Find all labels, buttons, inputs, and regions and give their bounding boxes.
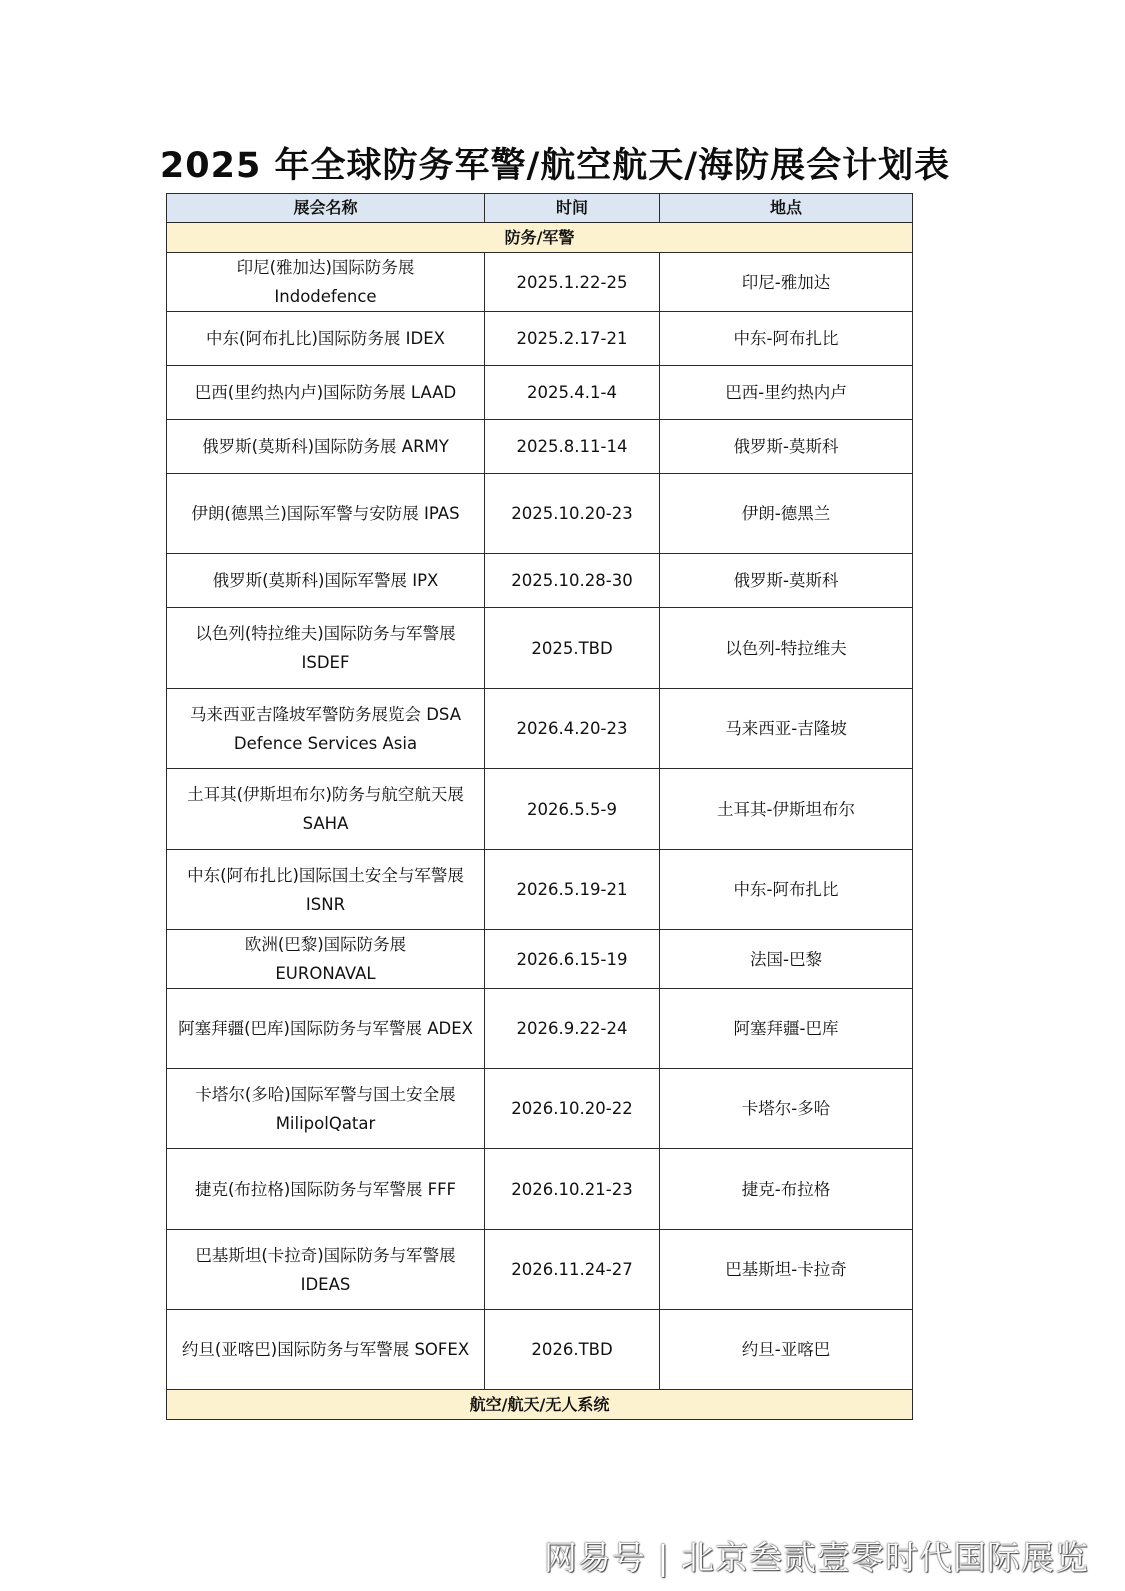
exhibition-date-cell: 2026.9.22-24 [485,989,660,1069]
table-row [167,850,913,930]
exhibition-name-line: 阿塞拜疆(巴库)国际防务与军警展 ADEX [178,1019,473,1038]
table-row [167,1230,913,1310]
exhibition-date-cell: 2025.10.28-30 [485,554,660,608]
exhibition-location-cell: 俄罗斯-莫斯科 [660,420,913,474]
exhibition-name-line: 伊朗(德黑兰)国际军警与安防展 IPAS [191,504,460,523]
exhibition-name-cell [167,769,485,850]
exhibition-name-cell [167,930,485,989]
exhibition-name-line: IDEAS [300,1274,351,1294]
exhibition-name-line: Indodefence [274,287,377,306]
exhibition-name-line: Defence Services Asia [233,733,418,753]
exhibition-location-cell: 伊朗-德黑兰 [660,474,913,554]
header-location: 地点 [660,194,913,223]
exhibition-date-cell: 2026.11.24-27 [485,1230,660,1310]
table-row [167,1069,913,1149]
exhibition-name-line: 巴西(里约热内卢)国际防务展 LAAD [194,383,457,402]
exhibition-name-cell [167,253,485,312]
table-row [167,554,913,608]
exhibition-location-cell: 法国-巴黎 [660,930,913,989]
exhibition-name-cell [167,608,485,689]
exhibition-name-line: ISDEF [301,653,350,672]
table-row [167,474,913,554]
section-label: 防务/军警 [167,223,913,253]
table-row [167,366,913,420]
exhibition-location-cell: 阿塞拜疆-巴库 [660,989,913,1069]
exhibition-date-cell: 2025.TBD [485,608,660,689]
header-name: 展会名称 [167,194,485,223]
exhibition-location-cell: 俄罗斯-莫斯科 [660,554,913,608]
exhibition-name-cell [167,474,485,554]
table-row [167,930,913,989]
exhibition-name-line: EURONAVAL [275,964,376,983]
exhibition-location-cell: 中东-阿布扎比 [660,850,913,930]
table-row [167,1310,913,1390]
exhibition-date-cell: 2025.2.17-21 [485,312,660,366]
exhibition-name-line: SAHA [302,814,349,833]
exhibition-name-cell [167,366,485,420]
exhibition-date-cell: 2026.10.20-22 [485,1069,660,1149]
exhibition-date-cell: 2026.6.15-19 [485,930,660,989]
exhibition-date-cell: 2025.1.22-25 [485,253,660,312]
table-row [167,1149,913,1230]
watermark: 网易号 | 北京叁贰壹零时代国际展览 [543,1538,1089,1577]
exhibition-name-line: 土耳其(伊斯坦布尔)防务与航空航天展 [187,785,464,804]
exhibition-date-cell: 2026.5.19-21 [485,850,660,930]
page-title: 2025 年全球防务军警/航空航天/海防展会计划表 [159,146,951,186]
exhibition-date-cell: 2026.10.21-23 [485,1149,660,1230]
section-label: 航空/航天/无人系统 [167,1390,913,1420]
exhibition-date-cell: 2026.4.20-23 [485,689,660,769]
exhibition-name-line: 捷克(布拉格)国际防务与军警展 FFF [194,1179,457,1199]
exhibition-name-line: 以色列(特拉维夫)国际防务与军警展 [195,624,456,643]
exhibition-location-cell: 印尼-雅加达 [660,253,913,312]
table-row [167,769,913,850]
exhibition-name-cell [167,1230,485,1310]
exhibition-name-line: 中东(阿布扎比)国际防务展 IDEX [206,329,445,348]
exhibition-name-line: 欧洲(巴黎)国际防务展 [244,935,407,954]
exhibition-name-line: 约旦(亚喀巴)国际防务与军警展 SOFEX [181,1340,470,1359]
exhibition-name-line: 俄罗斯(莫斯科)国际军警展 IPX [212,571,439,590]
exhibition-location-cell: 卡塔尔-多哈 [660,1069,913,1149]
exhibition-location-cell: 马来西亚-吉隆坡 [660,689,913,769]
exhibition-location-cell: 捷克-布拉格 [660,1149,913,1230]
exhibition-name-line: 卡塔尔(多哈)国际军警与国土安全展 [195,1084,456,1104]
exhibition-date-cell: 2026.TBD [485,1310,660,1390]
header-date: 时间 [485,194,660,223]
exhibition-name-line: 马来西亚吉隆坡军警防务展览会 DSA [189,704,462,724]
table-row [167,989,913,1069]
exhibition-schedule-table [166,193,913,1420]
exhibition-name-cell [167,312,485,366]
exhibition-name-cell [167,689,485,769]
exhibition-name-line: 巴基斯坦(卡拉奇)国际防务与军警展 [195,1245,456,1265]
exhibition-name-cell [167,850,485,930]
exhibition-location-cell: 以色列-特拉维夫 [660,608,913,689]
section-row [167,1390,913,1420]
exhibition-location-cell: 土耳其-伊斯坦布尔 [660,769,913,850]
table-header-row [167,194,913,223]
exhibition-date-cell: 2026.5.5-9 [485,769,660,850]
table-row [167,420,913,474]
exhibition-date-cell: 2025.8.11-14 [485,420,660,474]
exhibition-name-line: MilipolQatar [275,1113,376,1133]
table-row [167,312,913,366]
table-row [167,253,913,312]
exhibition-name-line: 俄罗斯(莫斯科)国际防务展 ARMY [202,437,449,456]
exhibition-location-cell: 中东-阿布扎比 [660,312,913,366]
exhibition-location-cell: 巴基斯坦-卡拉奇 [660,1230,913,1310]
exhibition-name-cell [167,1069,485,1149]
exhibition-location-cell: 巴西-里约热内卢 [660,366,913,420]
exhibition-date-cell: 2025.4.1-4 [485,366,660,420]
exhibition-name-line: 中东(阿布扎比)国际国土安全与军警展 [187,865,464,885]
section-row [167,223,913,253]
exhibition-date-cell: 2025.10.20-23 [485,474,660,554]
exhibition-name-line: 印尼(雅加达)国际防务展 [236,258,415,277]
table-row [167,689,913,769]
exhibition-name-cell [167,420,485,474]
exhibition-location-cell: 约旦-亚喀巴 [660,1310,913,1390]
exhibition-name-line: ISNR [305,894,346,914]
exhibition-name-cell [167,989,485,1069]
exhibition-name-cell [167,1310,485,1390]
exhibition-name-cell [167,554,485,608]
table-row [167,608,913,689]
exhibition-name-cell [167,1149,485,1230]
